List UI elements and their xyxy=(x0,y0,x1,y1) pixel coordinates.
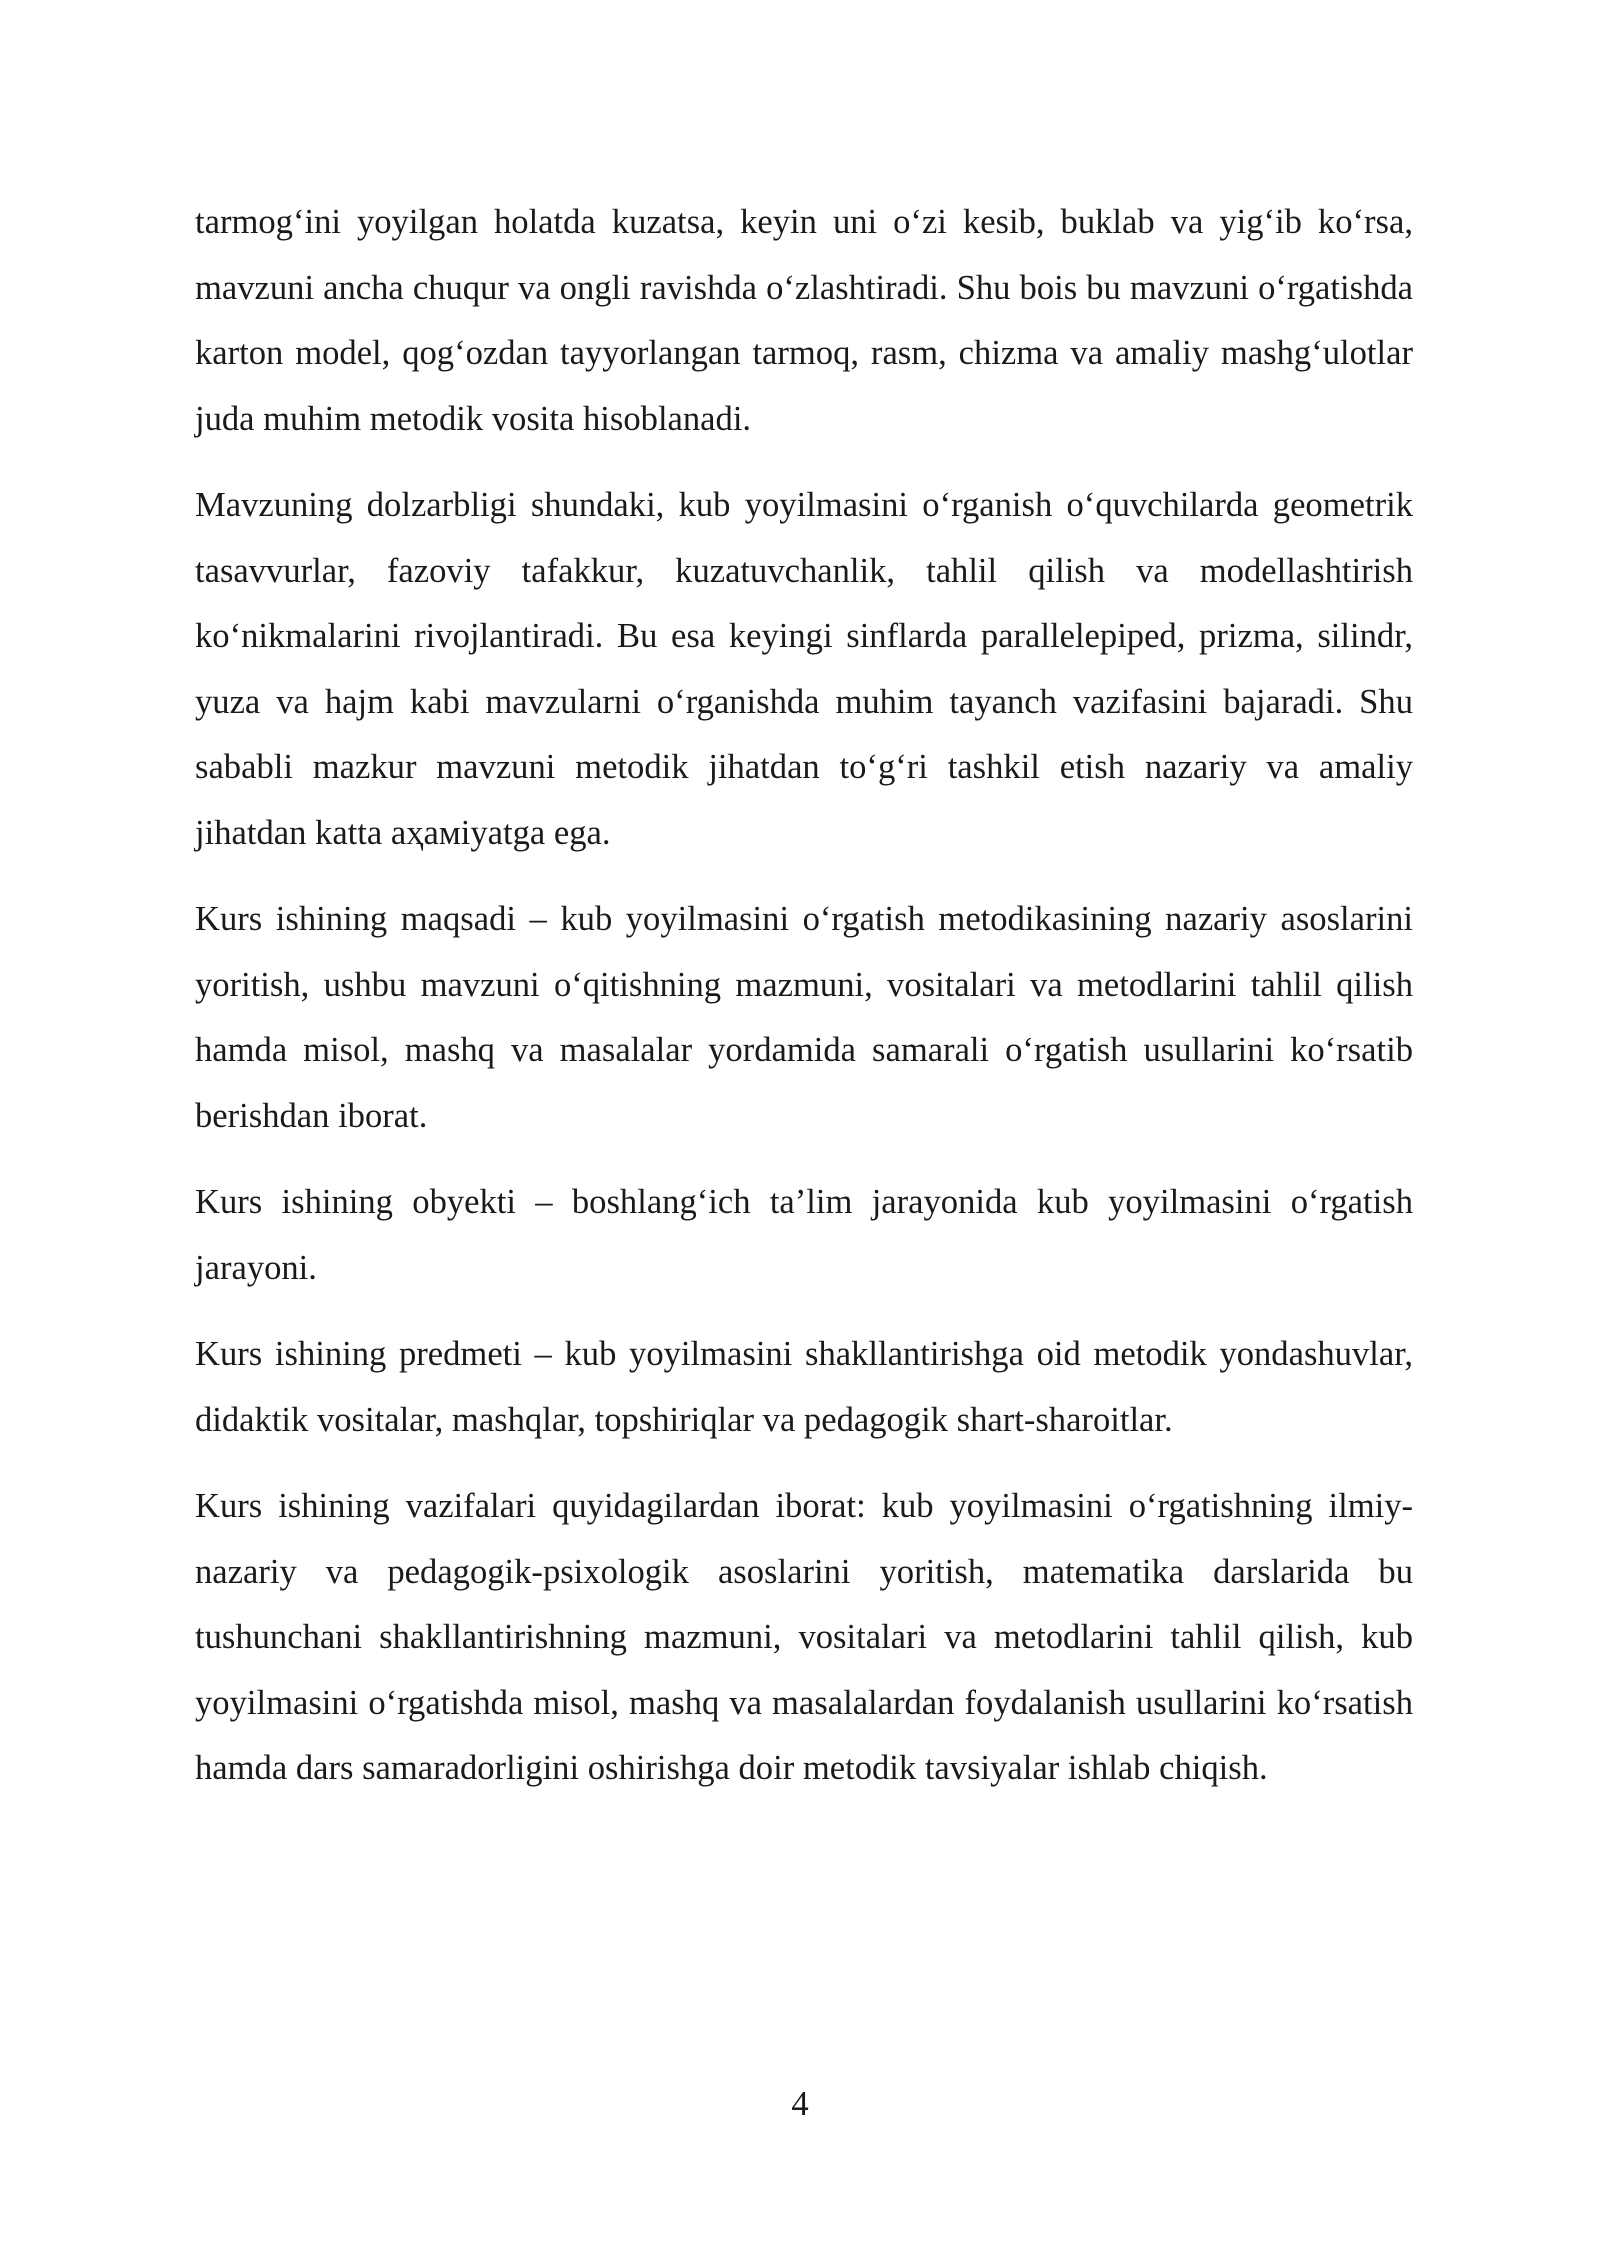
paragraph-object: Kurs ishining obyekti – boshlang‘ich ta’lim jarayonida kub yoyilmasini o‘rgatish jarayoni. xyxy=(195,1183,1413,1287)
page-number: 4 xyxy=(791,2085,809,2123)
paragraph-subject: Kurs ishining predmeti – kub yoyilmasini shakllantirishga oid metodik yondashuvlar, didaktik vositalar, mashqlar, topshiriqlar va pedagogik shart-sharoitlar. xyxy=(195,1335,1413,1439)
paragraph-tasks: Kurs ishining vazifalari quyidagilardan iborat: kub yoyilmasini o‘rgatishning ilmiy-nazariy va pedagogik-psixologik asoslarini yoritish, matematika darslarida bu tushunchani shakllantirishning mazmuni, vositalari va metodlarini tahlil qilish, kub yoyilmasini o‘rgatishda misol, mashq va masalalardan foydalanish usullarini ko‘rsatish hamda dars samaradorligini oshirishga doir metodik tavsiyalar ishlab chiqish. xyxy=(195,1487,1413,1787)
paragraph-intro-continuation: tarmog‘ini yoyilgan holatda kuzatsa, keyin uni o‘zi kesib, buklab va yig‘ib ko‘rsa, mavzuni ancha chuqur va ongli ravishda o‘zlashtiradi. Shu bois bu mavzuni o‘rgatishda karton model, qog‘ozdan tayyorlangan tarmoq, rasm, chizma va amaliy mashg‘ulotlar juda muhim metodik vosita hisoblanadi. xyxy=(195,203,1413,438)
paragraph-goal: Kurs ishining maqsadi – kub yoyilmasini o‘rgatish metodikasining nazariy asoslarini yoritish, ushbu mavzuni o‘qitishning mazmuni, vositalari va metodlarini tahlil qilish hamda misol, mashq va masalalar yordamida samarali o‘rgatish usullarini ko‘rsatib berishdan iborat. xyxy=(195,900,1413,1135)
page-body-text xyxy=(195,190,1413,1823)
paragraph-relevance: Mavzuning dolzarbligi shundaki, kub yoyilmasini o‘rganish o‘quvchilarda geometrik tasavvurlar, fazoviy tafakkur, kuzatuvchanlik, tahlil qilish va modellashtirish ko‘nikmalarini rivojlantiradi. Bu esa keyingi sinflarda parallelepiped, prizma, silindr, yuza va hajm kabi mavzularni o‘rganishda muhim tayanch vazifasini bajaradi. Shu sababli mazkur mavzuni metodik jihatdan to‘g‘ri tashkil etish nazariy va amaliy jihatdan katta aҳaмiyatga ega. xyxy=(195,486,1413,852)
